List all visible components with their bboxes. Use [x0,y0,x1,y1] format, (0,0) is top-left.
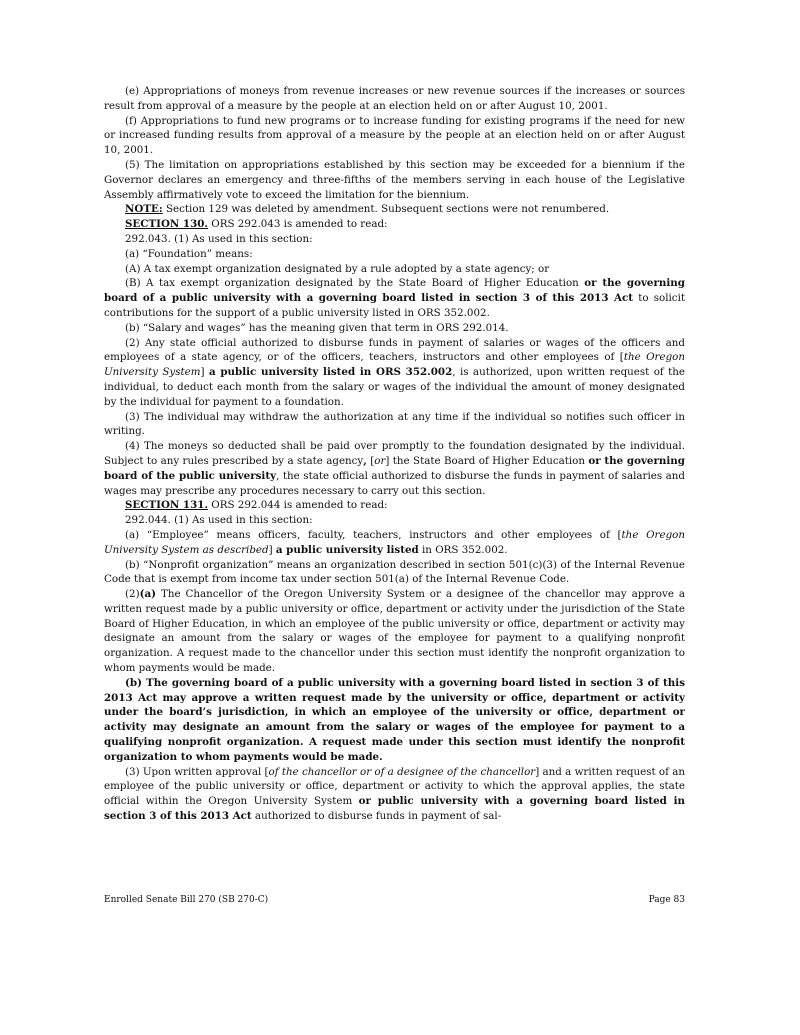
text-run: (a) “Foundation” means: [125,247,253,260]
text-run: (3) Upon written approval [ [125,765,269,778]
text-run: (5) The limitation on appropriations established by this section may be exceeded for a biennium if the Governor declares an emergency and three-fifths of the members serving in each house of the Legislative Assembly affirmatively vote to exceed the limitation for the biennium. [104,158,685,201]
section-heading: SECTION 130. [125,218,209,231]
text-run: ] [268,543,276,556]
text-run: , the state official authorized to disburse the funds in payment of salaries and wages may prescribe any procedures necessary to carry out this section. [104,469,685,497]
paragraph [104,587,685,676]
paragraph [104,84,685,114]
paragraph [104,410,685,440]
text-run: the Oregon University System [104,351,685,379]
text-run: a public university listed in ORS 352.002 [208,366,453,379]
paragraph [104,558,685,588]
text-run: ORS 292.044 is amended to read: [208,499,388,512]
text-run: in ORS 352.002. [418,543,508,556]
text-run: 292.044. (1) As used in this section: [125,514,313,527]
text-run: Section 129 was deleted by amendment. Subsequent sections were not renumbered. [162,203,610,216]
paragraph [104,513,685,528]
text-run: (e) Appropriations of moneys from revenue increases or new revenue sources if the increases or sources result from approval of a measure by the people at an election held on or after August 10, 2001. [104,85,685,112]
footer-bill-title: Enrolled Senate Bill 270 (SB 270-C) [104,895,269,905]
text-run: or [374,454,386,467]
text-run: ] and a written request of an employee of the public university or office, department or activity to which the approval applies, the state official within the Oregon University System [104,765,685,808]
text-run: (b) “Nonprofit organization” means an organization described in section 501(c)(3) of the Internal Revenue Code that is exempt from income tax under section 501(a) of the Internal Revenue Code. [104,558,685,586]
text-run: of the chancellor or of a designee of the chancellor [268,765,536,778]
text-run: to solicit contributions for the support of a public university listed in ORS 352.002. [104,292,685,319]
text-run: (f) Appropriations to fund new programs or to increase funding for existing programs if the need for new or increased funding results from approval of a measure by the people at an election held on or after August 10, 2001. [104,114,685,157]
text-run: The Chancellor of the Oregon University System or a designee of the chancellor may approve a written request made by a public university or office, department or activity under the jurisdiction of the State Board of Higher Education, in which an employee of the public university or office, department or activity may designate an amount from the salary or wages of the employee for payment to a qualifying nonprofit organization. A request made to the chancellor under this section must identify the nonprofit organization to whom payments would be made. [104,588,685,675]
text-run: (2) [125,588,140,601]
text-run: or the governing board of the public university [104,454,685,482]
text-run: a public university listed [275,543,419,556]
text-run: , [363,454,367,467]
paragraph [104,158,685,202]
text-run: authorized to disburse funds in payment of sal- [251,810,502,823]
text-run: (b) The governing board of a public university with a governing board listed in section 3 of this 2013 Act may approve a written request made by the university or office, department or activity under the board’s jurisdiction, in which an employee of the university or office, department or activity may designate an amount from the salary or wages of the employee for payment to a qualifying nonprofit organization. A request made under this section must identify the nonprofit organization to whom payments would be made. [104,676,685,763]
text-run: or public university with a governing board listed in section 3 of this 2013 Act [104,795,685,823]
paragraph [104,676,685,765]
paragraph [104,439,685,498]
footer-page-number: Page 83 [648,895,685,905]
text-run: (2) Any state official authorized to disburse funds in payment of salaries or wages of the officers and employees of a state agency, or of the officers, teachers, instructors and other employees of [ [104,336,685,364]
text-run: [ [366,454,375,467]
text-run: or the governing board of a public university with a governing board listed in section 3 of this 2013 Act [104,277,685,305]
paragraph [104,202,685,217]
paragraph [104,114,685,158]
paragraph [104,276,685,320]
document-body [104,84,685,824]
page-footer [104,895,685,905]
text-run: (b) “Salary and wages” has the meaning given that term in ORS 292.014. [125,321,509,334]
paragraph [104,765,685,824]
section-heading: SECTION 131. [125,499,209,512]
paragraph [104,262,685,277]
text-run: , is authorized, upon written request of the individual, to deduct each month from the salary or wages of the individual the amount of money designated by the individual for payment to a foundation. [104,366,685,408]
text-run: ] [200,366,209,379]
text-run: (3) The individual may withdraw the authorization at any time if the individual so notifies such officer in writing. [104,410,685,438]
text-run: ORS 292.043 is amended to read: [208,218,388,231]
paragraph [104,498,685,513]
text-run: ] the State Board of Higher Education [385,454,589,467]
paragraph [104,217,685,232]
paragraph [104,232,685,247]
text-run: (B) A tax exempt organization designated by the State Board of Higher Education [125,277,585,290]
text-run: (A) A tax exempt organization designated by a rule adopted by a state agency; or [125,262,550,275]
text-run: the Oregon University System as described [104,528,685,556]
paragraph [104,336,685,410]
text-run: 292.043. (1) As used in this section: [125,232,313,245]
paragraph [104,247,685,262]
paragraph [104,528,685,558]
text-run: (4) The moneys so deducted shall be paid over promptly to the foundation designated by the individual. Subject to any rules prescribed by a state agency [104,440,685,467]
paragraph [104,321,685,336]
section-heading: NOTE: [125,203,163,216]
text-run: (a) [139,588,157,601]
text-run: (a) “Employee” means officers, faculty, teachers, instructors and other employees of [ [125,528,622,541]
